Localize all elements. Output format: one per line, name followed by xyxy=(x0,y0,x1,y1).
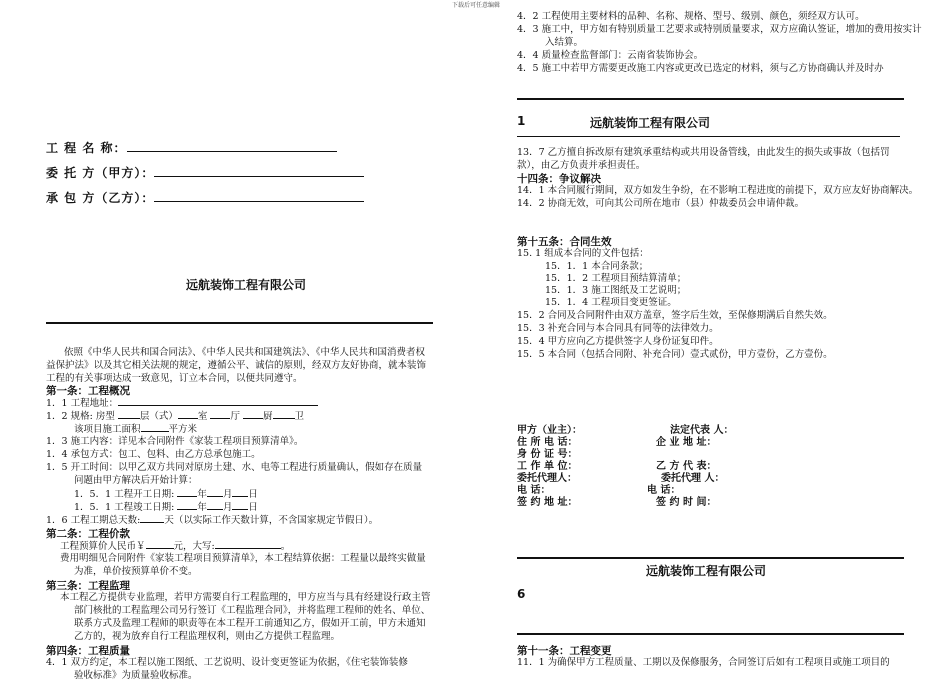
s15-rest-1: 15．2 合同及合同附件由双方盖章，签字后生效，至保修期满后自然失效。 xyxy=(517,310,833,321)
client-label: 委 托 方（甲方）： xyxy=(46,166,155,180)
project-name-field xyxy=(46,139,337,156)
sign-address: 签 约 地 址： xyxy=(517,497,578,508)
month-label: 月 xyxy=(222,502,233,513)
intro-paragraph: 依照《中华人民共和国合同法》、《中华人民共和国建筑法》、《中华人民共和国消费者权益保护法》以及其它相关法规的规定，遵循公平、诚信的原则，经双方友好协商，就本装饰工程的有关事项达成一致意见，订立本合同，以便共同遵守。 xyxy=(46,347,427,384)
s1-line-3: 1．3 施工内容：详见本合同附件《家装工程项目预算清单》。 xyxy=(46,436,304,447)
section-14-title: 十四条：争议解决 xyxy=(517,173,601,185)
s1-l2b-unit: 平方米 xyxy=(168,424,198,435)
month-label: 月 xyxy=(222,489,233,500)
s1-l2-text: 1．2 规格: 房型 xyxy=(46,411,115,422)
s15-sub-4: 15．1．4 工程项目变更签证。 xyxy=(545,297,677,308)
room-blank[interactable] xyxy=(178,409,198,419)
s1-line-2b xyxy=(74,422,197,436)
s1-line-5b: 问题由甲方解决后开始计算： xyxy=(74,475,198,486)
area-blank[interactable] xyxy=(141,422,169,432)
s3-line-4: 乙方的，视为放弃自行工程监理权利，则由乙方提供工程监理。 xyxy=(74,631,341,642)
s1-line-5: 1．5 开工时间：以甲乙双方共同对原房土建、水、电等工程进行质量确认，假如存在质量 xyxy=(46,462,423,473)
p13-7-line-2: 款），由乙方负责并承担责任。 xyxy=(517,160,646,171)
start-year-blank[interactable] xyxy=(177,487,197,497)
day-label: 日 xyxy=(248,489,258,500)
s1-l2-b: 室 xyxy=(197,411,208,422)
r-top-2: 4．3 施工中，甲方如有特别质量工艺要求或特别质量要求，双方应确认签证，增加的费用按实计 xyxy=(517,24,922,35)
s1-line-4: 1．4 承包方式：包工、包料、由乙方总承包施工。 xyxy=(46,449,261,460)
divider xyxy=(46,322,433,324)
sign-agent-a: 委托代理人： xyxy=(517,473,577,484)
s1-l2-a: 层（式） xyxy=(139,411,178,422)
s15-rest-2: 15．3 补充合同与本合同具有同等的法律效力。 xyxy=(517,323,719,334)
section-2-title: 第二条：工程价款 xyxy=(46,528,130,540)
contractor-label: 承 包 方（乙方）： xyxy=(46,191,155,205)
s2-line-1 xyxy=(60,539,290,553)
r-top-5: 4．5 施工中若甲方需要更改施工内容或更改已选定的材料，须与乙方协商确认并及时办 xyxy=(517,63,884,74)
s1-line-1 xyxy=(46,396,318,410)
hall-blank[interactable] xyxy=(210,409,230,419)
sign-phone: 住 所 电 话： xyxy=(517,437,578,448)
start-day-blank[interactable] xyxy=(232,487,248,497)
s1-l2b-text: 该项目施工面积 xyxy=(74,424,141,435)
start-date-label: 1．5．1 工程开工日期: xyxy=(74,489,175,500)
s15-sub-1: 15．1．1 本合同条款； xyxy=(545,261,649,272)
duration-label: 1．6 工程工期总天数: xyxy=(46,515,141,526)
s4-line-1: 4．1 双方约定，本工程以施工图纸、工艺说明、设计变更签证为依据，《住宅装饰装修 xyxy=(46,657,408,668)
sign-legal-rep: 法定代表 人： xyxy=(670,425,734,436)
client-blank[interactable] xyxy=(154,165,364,177)
sign-id: 身 份 证 号： xyxy=(517,449,578,460)
sign-tel-a: 电 话： xyxy=(517,485,551,496)
year-label: 年 xyxy=(197,502,207,513)
sign-company-address: 企 业 地 址： xyxy=(656,437,717,448)
price-period: 。 xyxy=(280,541,291,552)
day-label: 日 xyxy=(248,502,258,513)
end-date-label: 1．5．1 工程竣工日期: xyxy=(74,502,175,513)
r-top-1: 4．2 工程使用主要材料的品种、名称、规格、型号、级别、颜色，须经双方认可。 xyxy=(517,11,865,22)
s4-line-2: 验收标准》为质量验收标准。 xyxy=(74,670,198,681)
start-month-blank[interactable] xyxy=(207,487,223,497)
s3-line-1: 本工程乙方提供专业监理，若甲方需要自行工程监理的，甲方应当与具有经建设行政主管 xyxy=(60,592,431,603)
floor-blank[interactable] xyxy=(118,409,140,419)
price-label: 工程预算价人民币￥ xyxy=(60,541,146,552)
divider xyxy=(517,633,904,635)
duration-blank[interactable] xyxy=(140,513,164,523)
s2-line-2b: 为准，单价按预算单价不变。 xyxy=(74,566,198,577)
project-name-label: 工 程 名 称： xyxy=(46,141,127,155)
p13-7-line-1: 13．7 乙方擅自拆改原有建筑承重结构或共用设备管线，由此发生的损失或事故（包括罚 xyxy=(517,147,890,158)
sign-tel-b: 电 话： xyxy=(647,485,681,496)
end-year-blank[interactable] xyxy=(177,500,197,510)
contractor-field xyxy=(46,189,364,206)
price-words-label: 元，大写: xyxy=(173,541,215,552)
end-day-blank[interactable] xyxy=(232,500,248,510)
s14-line-2: 14．2 协商无效，可向其公司所在地市（县）仲裁委员会申请仲裁。 xyxy=(517,198,805,209)
page-number: 6 xyxy=(517,587,526,601)
section-1-title: 第一条：工程概况 xyxy=(46,385,130,397)
company-name: 远航装饰工程有限公司 xyxy=(186,278,307,292)
bath-blank[interactable] xyxy=(273,409,295,419)
sign-date: 签 约 时 间： xyxy=(656,497,717,508)
s1-line-2 xyxy=(46,409,304,423)
sign-workplace: 工 作 单 位： xyxy=(517,461,578,472)
s2-line-2: 费用明细见合同附件《家装工程项目预算清单》，本工程结算依据：工程量以最终实做量 xyxy=(60,553,426,564)
s3-line-2: 部门核批的工程监理公司另行签订《工程监理合同》，并将监理工程师的姓名、单位、 xyxy=(74,605,431,616)
price-blank[interactable] xyxy=(146,539,174,549)
page-number: 1 xyxy=(517,114,526,128)
year-label: 年 xyxy=(197,489,207,500)
section-15-title: 第十五条：合同生效 xyxy=(517,236,612,248)
s1-line-6 xyxy=(46,513,378,527)
address-blank[interactable] xyxy=(118,396,318,406)
contractor-blank[interactable] xyxy=(154,190,364,202)
s11-line-1: 11．1 为确保甲方工程质量、工期以及保修服务，合同签订后如有工程项目或施工项目的 xyxy=(517,657,890,668)
divider xyxy=(517,557,904,559)
sign-party-a: 甲方（业主）： xyxy=(517,425,582,436)
divider xyxy=(517,136,900,137)
r-top-4: 4．4 质量检查监督部门：云南省装饰协会。 xyxy=(517,50,704,61)
duration-note: 天（以实际工作天数计算，不含国家规定节假日）。 xyxy=(164,515,379,526)
sign-agent-b: 委托代理 人： xyxy=(661,473,725,484)
section-11-title: 第十一条：工程变更 xyxy=(517,645,612,657)
section-3-title: 第三条：工程监理 xyxy=(46,580,130,592)
section-4-title: 第四条：工程质量 xyxy=(46,645,130,657)
s1-l2-d: 厨 xyxy=(262,411,273,422)
s3-line-3: 联系方式及监理工程师的职责等在本工程开工前通知乙方，假如开工前，甲方未通知 xyxy=(74,618,426,629)
s15-sub-3: 15．1．3 施工图纸及工艺说明； xyxy=(545,285,687,296)
s15-rest-3: 15．4 甲方应向乙方提供签字人身份证复印件。 xyxy=(517,336,719,347)
divider xyxy=(517,98,904,100)
company-name: 远航装饰工程有限公司 xyxy=(646,564,767,578)
r-top-3: 入结算。 xyxy=(545,37,584,48)
sign-party-b-rep: 乙 方 代 表： xyxy=(656,461,717,472)
project-name-blank[interactable] xyxy=(127,140,337,152)
kitchen-blank[interactable] xyxy=(243,409,263,419)
s15-rest-4: 15．5 本合同（包括合同附、补充合同）壹式贰份，甲方壹份，乙方壹份。 xyxy=(517,349,833,360)
s1-line-5-1 xyxy=(74,487,258,501)
s1-l2-c: 厅 xyxy=(230,411,240,422)
s14-line-1: 14．1 本合同履行期间，双方如发生争纷，在不影响工程进度的前提下，双方应友好协商解决。 xyxy=(517,185,919,196)
price-words-blank[interactable] xyxy=(215,539,281,549)
client-field xyxy=(46,164,364,181)
top-note: 下载后可任意编辑 xyxy=(452,2,501,9)
s1-l2-e: 卫 xyxy=(294,411,305,422)
company-name: 远航装饰工程有限公司 xyxy=(590,116,711,130)
end-month-blank[interactable] xyxy=(207,500,223,510)
s15-line-1: 15. 1 组成本合同的文件包括： xyxy=(517,248,649,259)
s1-line-5-2 xyxy=(74,500,258,514)
s1-l1-text: 1．1 工程地址： xyxy=(46,398,119,409)
s15-sub-2: 15．1．2 工程项目预结算清单； xyxy=(545,273,687,284)
